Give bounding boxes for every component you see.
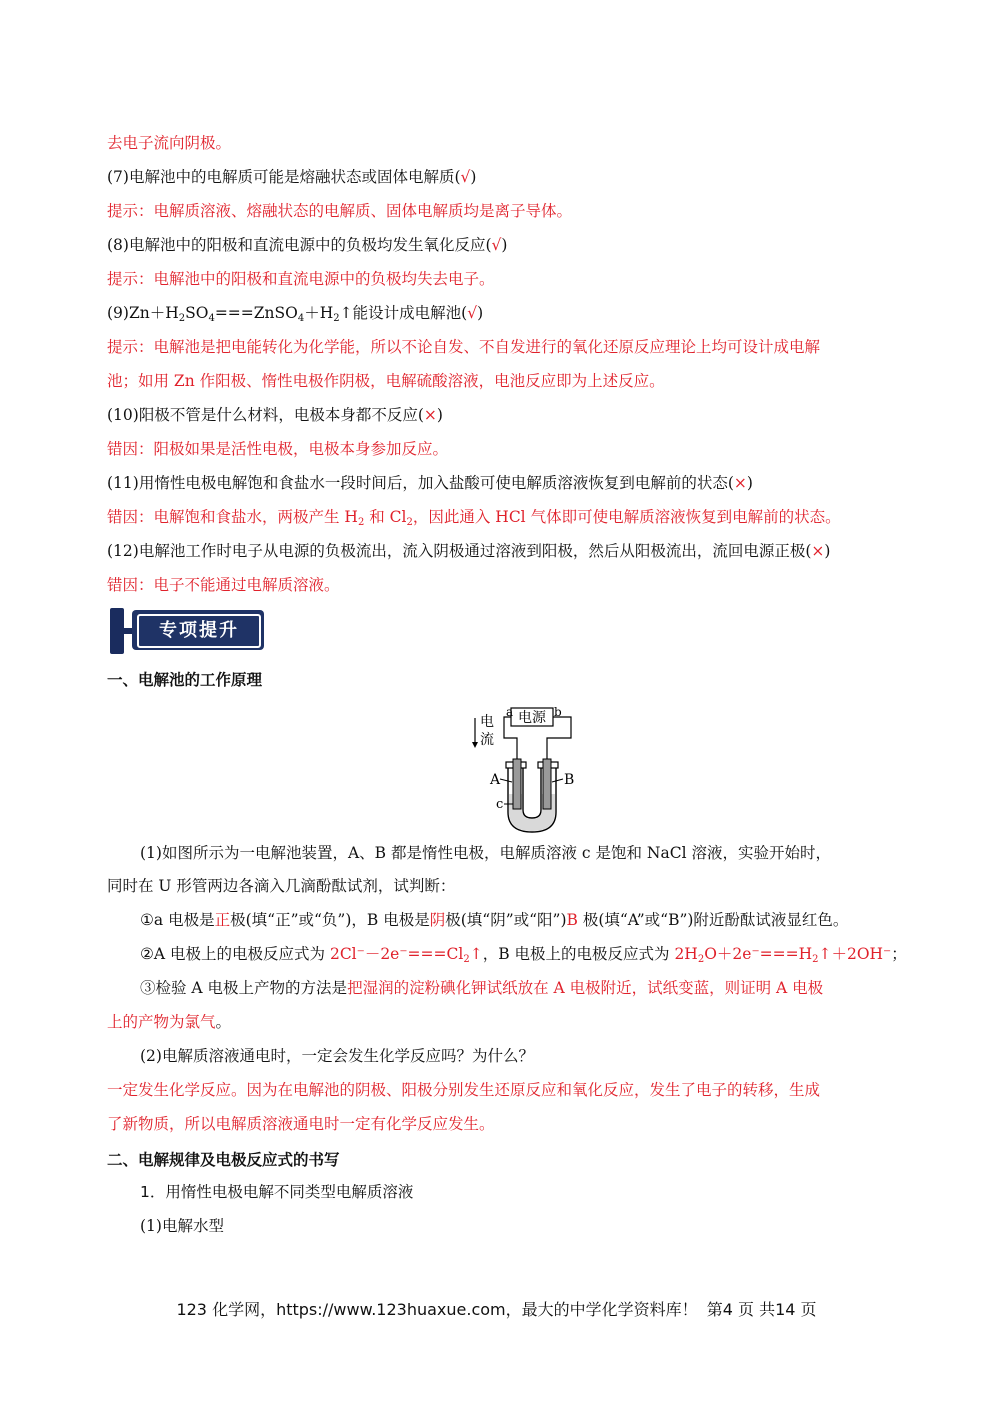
subscript: 2 [406,517,413,528]
section-heading-2: 二、电解规律及电极反应式的书写 [107,1151,340,1169]
text: 。 [215,1013,232,1031]
eq-part: ↑＋2OH⁻ [818,945,892,963]
hint-line: 去电子流向阴极。 [107,134,232,152]
current-label-1: 电 [480,714,494,730]
eq-part: ＋H [304,304,334,322]
answer-mark: √ [491,236,502,254]
text: ③检验 A 电极上产物的方法是 [140,979,348,997]
eq-part: ===ZnSO [214,304,298,322]
error-text: 和 Cl [364,508,407,526]
electrode-b-label: B [564,772,575,788]
subquestion-3-line1 [140,978,823,998]
question-1-line2: 同时在 U 形管两边各滴入几滴酚酞试剂，试判断： [107,877,456,895]
text: ，B 电极上的电极反应式为 [482,945,675,963]
paren-close: ) [436,406,443,424]
statement-9 [107,303,483,323]
subscript: 2 [697,954,705,965]
answer-2-line1: 一定发生化学反应。因为在电解池的阴极、阳极分别发生还原反应和氧化反应，发生了电子的转移，生成 [107,1081,821,1099]
text: ②A 电极上的电极反应式为 [140,945,330,963]
paren-close: ) [501,236,508,254]
paren-close: ) [470,168,477,186]
eq-part: O＋2e⁻===H [704,945,813,963]
answer-2-line2: 了新物质，所以电解质溶液通电时一定有化学反应发生。 [107,1115,495,1133]
answer-equation-b [674,945,891,963]
section-banner [110,608,266,654]
text: ； [891,945,907,963]
paren-close: ) [477,304,484,322]
question-2: (2)电解质溶液通电时，一定会发生化学反应吗？为什么？ [140,1047,534,1065]
footer-page-number: 第4 页 共14 页 [706,1300,817,1319]
eq-part: SO [185,304,209,322]
hint-9-line2: 池；如用 Zn 作阳极、惰性电极作阴极，电解硫酸溶液，电池反应即为上述反应。 [107,372,665,390]
eq-part: ↑ [469,945,483,963]
paren-close: ) [824,542,831,560]
question-1-line1: (1)如图所示为一电解池装置，A、B 都是惰性电极，电解质溶液 c 是饱和 NaCl 溶液，实验开始时， [140,844,831,862]
statement-text: (10)阳极不管是什么材料，电极本身都不反应( [107,406,424,424]
subquestion-3-line2 [107,1012,231,1032]
statement-text: (7)电解池中的电解质可能是熔融状态或固体电解质( [107,168,461,186]
eq-part: 2Cl⁻－2e⁻===Cl [329,945,464,963]
eq-part: ↑能设计成电解池( [339,304,468,322]
terminal-a-label: a [506,705,514,719]
paren-close: ) [746,474,753,492]
subsection-1a: (1)电解水型 [140,1217,224,1235]
hint-9-line1: 提示：电解池是把电能转化为化学能，所以不论自发、不自发进行的氧化还原反应理论上均可设计成电解 [107,338,821,356]
subscript: 2 [463,954,470,965]
subscript: 4 [208,313,215,324]
u-tube-inner [523,766,541,818]
subscript: 2 [812,954,819,965]
text: 极(填“A”或“B”)附近酚酞试液显红色。 [577,911,849,929]
text: 极(填“正”或“负”)，B 电极是 [230,911,430,929]
answer: 正 [214,911,231,929]
section-heading-1: 一、电解池的工作原理 [107,671,263,689]
subsection-1: 1．用惰性电极电解不同类型电解质溶液 [140,1183,414,1201]
answer-mark: × [423,406,437,424]
electrode-a-label: A [490,772,501,788]
footer-site: 123 化学网，https://www.123huaxue.com，最大的中学化学资料库！ [176,1300,698,1319]
electrolysis-svg [470,704,580,834]
text: 极(填“阴”或“阳”) [445,911,567,929]
terminal-b-label: b [554,705,562,719]
answer: 把湿润的淀粉碘化钾试纸放在 A 电极附近，试纸变蓝，则证明 A 电极 [347,979,824,997]
current-arrow-head [472,742,478,748]
subquestion-2 [140,944,907,964]
label-a-pointer [500,779,512,782]
subscript: 2 [178,313,186,324]
answer-equation-a [330,945,483,963]
answer: 上的产物为氯气 [107,1013,216,1031]
error-12: 错因：电子不能通过电解质溶液。 [107,576,340,594]
eq-part: 2H [674,945,698,963]
statement-text: (11)用惰性电极电解饱和食盐水一段时间后，加入盐酸可使电解质溶液恢复到电解前的状态( [107,474,734,492]
wire-right [547,717,571,759]
answer: B [566,911,578,929]
solution-c-label: c [496,797,504,812]
statement-7 [107,167,476,187]
statement-text: (8)电解池中的阳极和直流电源中的负极均发生氧化反应( [107,236,492,254]
hint-7: 提示：电解质溶液、熔融状态的电解质、固体电解质均是离子导体。 [107,202,573,220]
label-b-pointer [552,779,563,782]
statement-10 [107,405,443,425]
error-text: 错因：电解饱和食盐水，两极产生 H [107,508,358,526]
electrode-a [513,759,521,809]
page-footer [0,1297,993,1320]
subquestion-1 [140,910,848,930]
current-label-2: 流 [480,732,494,748]
error-11 [107,507,841,527]
banner-title: 专项提升 [137,614,261,648]
eq-part: (9)Zn＋H [107,304,179,322]
hint-8: 提示：电解池中的阳极和直流电源中的负极均失去电子。 [107,270,495,288]
answer-mark: √ [467,304,478,322]
text: ①a 电极是 [140,911,215,929]
answer-mark: × [811,542,825,560]
power-label: 电源 [518,710,546,726]
electrolysis-diagram [470,704,580,834]
statement-12 [107,541,830,561]
error-10: 错因：阳极如果是活性电极，电极本身参加反应。 [107,440,449,458]
subscript: 2 [333,313,340,324]
banner-plate [132,610,264,650]
statement-11 [107,473,753,493]
error-text: ，因此通入 HCl 气体即可使电解质溶液恢复到电解前的状态。 [412,508,841,526]
subscript: 4 [297,313,305,324]
electrode-b [543,759,551,809]
statement-8 [107,235,507,255]
answer-mark: √ [460,168,471,186]
statement-text: (12)电解池工作时电子从电源的负极流出，流入阴极通过溶液到阳极，然后从阳极流出，流回电源正极( [107,542,812,560]
answer-mark: × [733,474,747,492]
subscript: 2 [357,517,365,528]
answer: 阴 [429,911,446,929]
